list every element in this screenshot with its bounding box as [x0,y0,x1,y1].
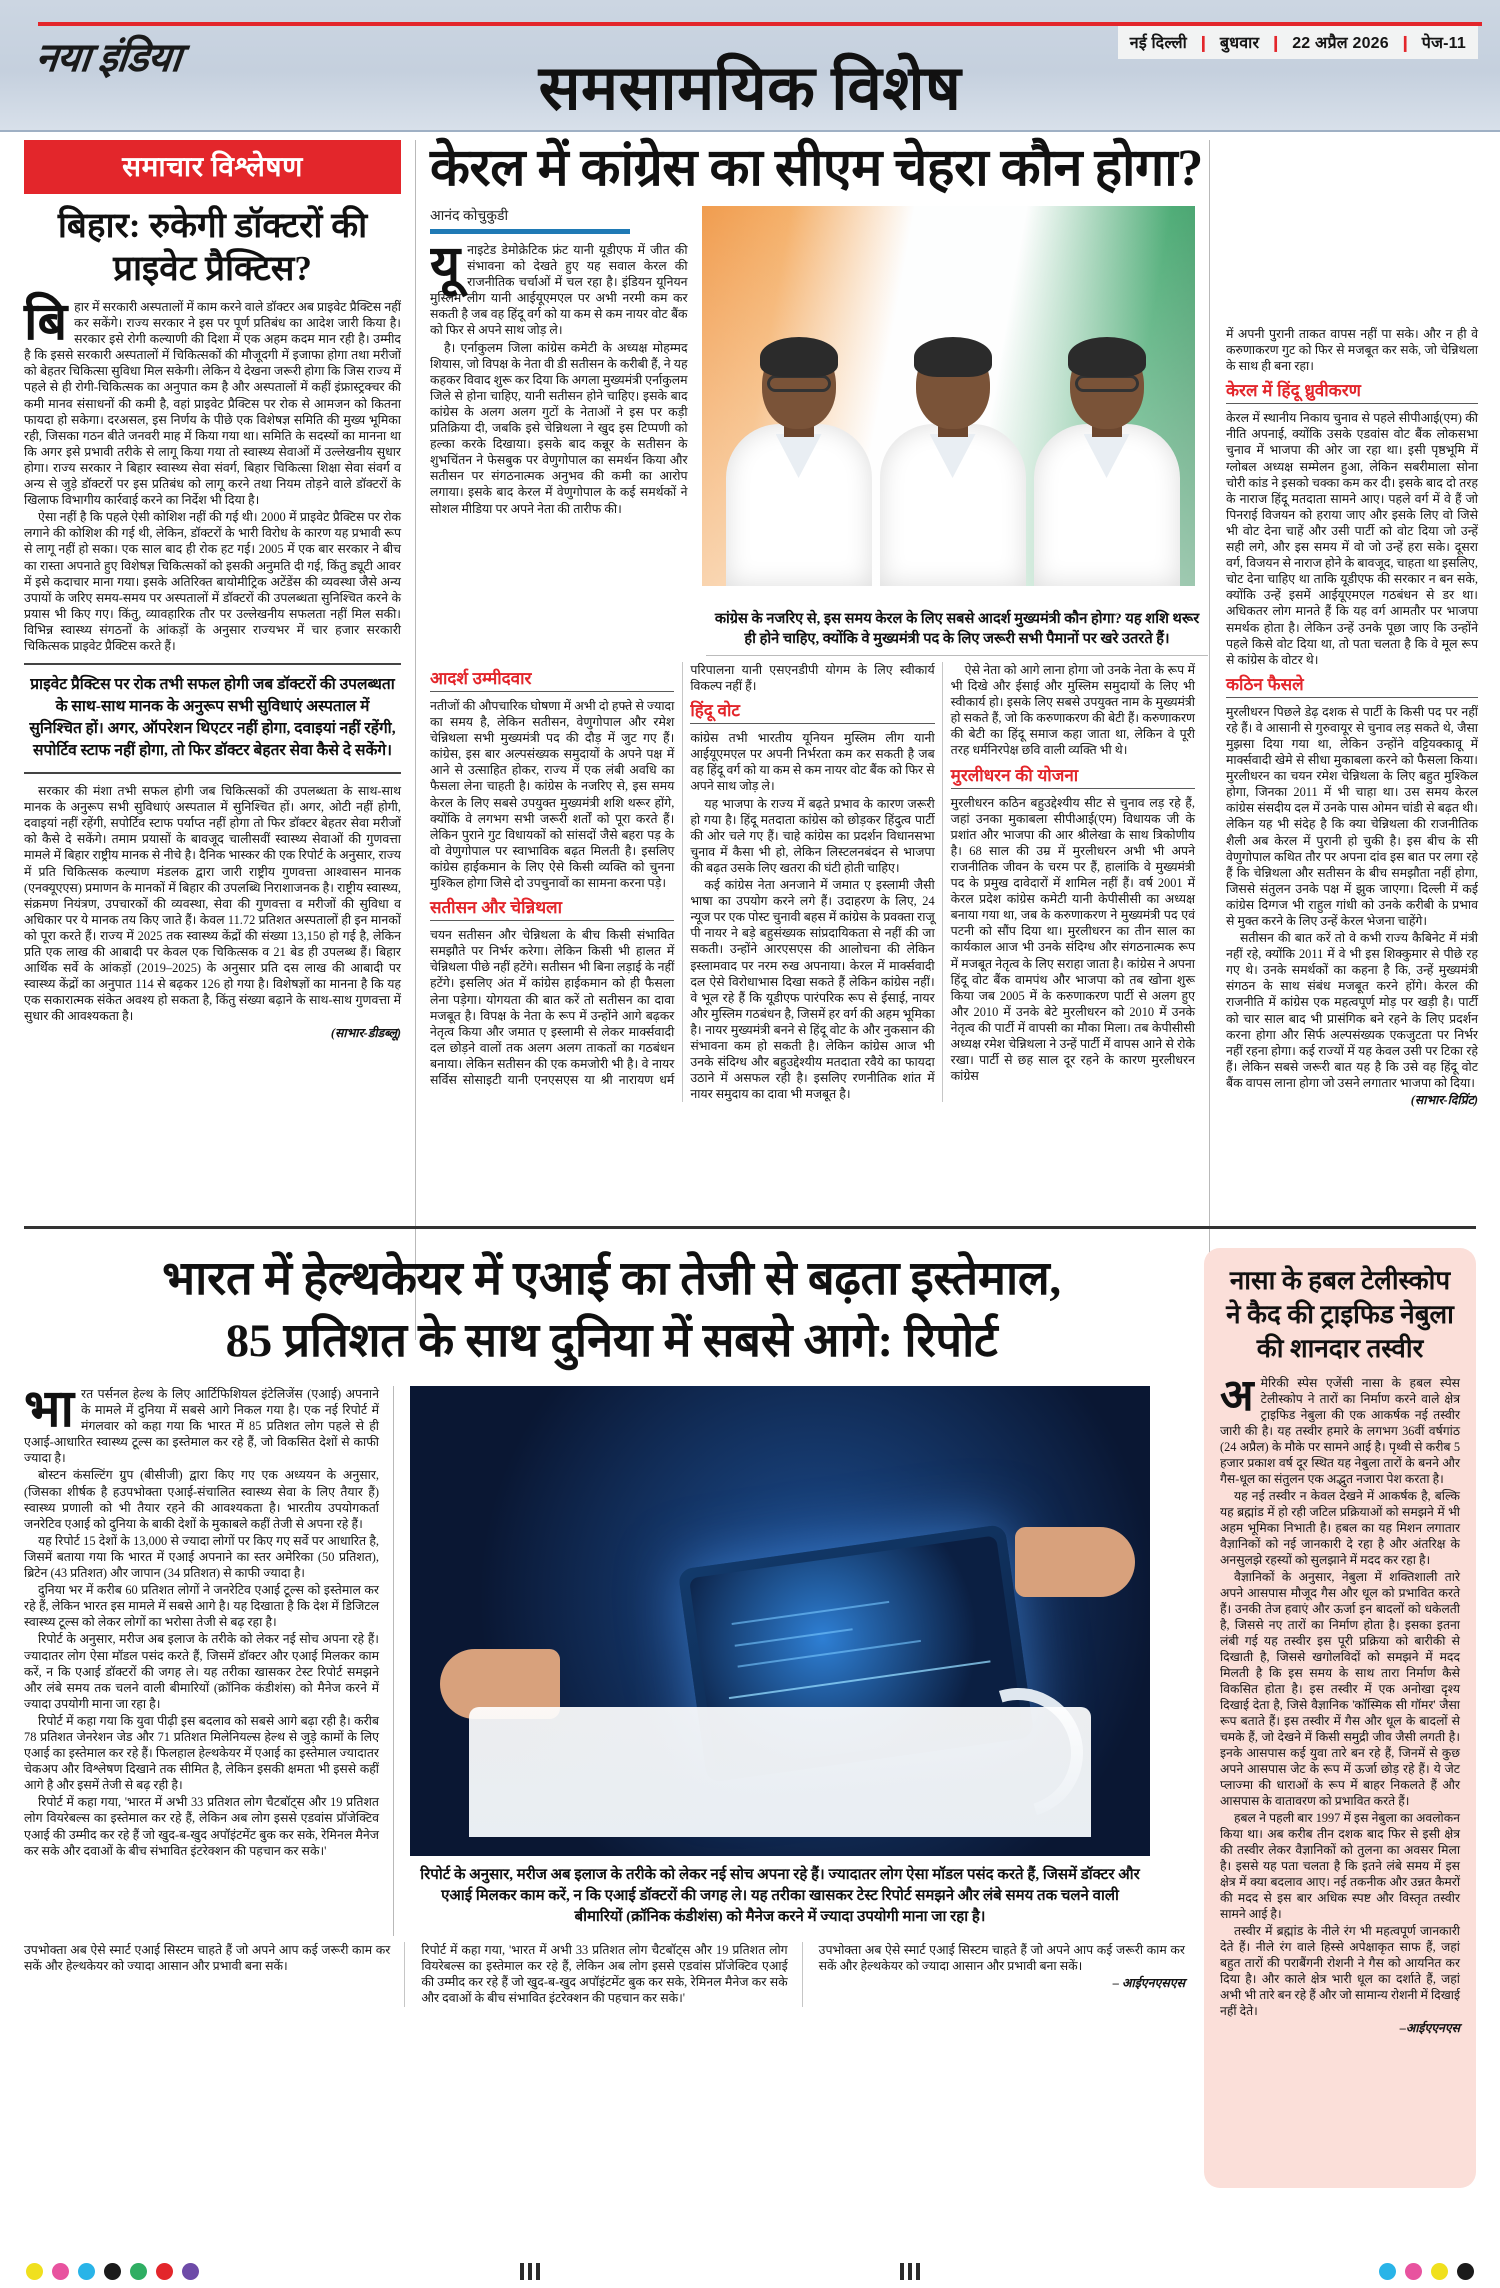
bar [900,2263,904,2280]
right-body [1226,704,1478,1108]
paragraph: मुरलीधरन कठिन बहुउद्देश्यीय सीट से चुनाव लड़ रहे हैं, जहां उनका मुकाबला सीपीआई(एम) विधायक जी के प्रशांत और भाजपा की आर श्रीलेखा के साथ त्रिकोणीय है। 68 साल की उम्र में मुरलीधरन अभी भी अपने राजनीतिक जीवन के चरम पर हैं, हालांकि वे मुख्यमंत्री पद के प्रमुख दावेदारों में शामिल नहीं हैं। वर्ष 2001 में केरल प्रदेश कांग्रेस कमेटी यानी केपीसीसी का अध्यक्ष बनाया गया था, जब के करुणाकरण ने मुख्यमंत्री पद एवं पटनी को सौंप दिया था। मुरलीधरन का तीन साल का कार्यकाल आज भी उनके संदिग्ध और संगठनात्मक रूप में मजबूत नेतृत्व के लिए सराहा जाता है। कांग्रेस ने अपना हिंदू वोट बैंक वामपंथ और भाजपा को तब खोना शुरू किया जब 2005 में के करुणाकरण पार्टी से अलग हुए और 2010 में उनके बेटे मुरलीधरन को 2010 में उनके नेतृत्व की पार्टी में वापसी का मौका मिला। तब केपीसीसी अध्यक्ष रमेश चेन्निथला ने उन्हें पार्टी में वापस आने से रोके रखा। पार्टी से छह साल दूर रहने के कारण मुरलीधरन कांग्रेस [950,795,1195,1084]
color-dots-left [26,2263,199,2280]
ai-body-wrapper [24,1381,1199,1936]
subheading-ideal-candidate: आदर्श उम्मीदवार [430,669,674,692]
nasa-credit: –आईएएनएस [1399,2021,1460,2035]
paragraph: कई कांग्रेस नेता अनजाने में जमात ए इस्लामी जैसी भाषा का उपयोग करने लगे हैं। उदाहरण के लिए, 24 न्यूज पर एक पोस्ट चुनावी बहस में कांग्रेस के प्रवक्ता राजू पी नायर ने बड़े बहुसंख्यक सांप्रदायिकता से नहीं की जा सकती। उन्होंने आरएसएस की आलोचना की लेकिन इस्लामवाद पर नरम रुख अपनाया। केरल में मार्क्सवादी दल ऐसे विरोधाभास दिखा सकते हैं लेकिन कांग्रेस नहीं। वे भूल रहे हैं कि यूडीएफ पारंपरिक रूप से ईसाई, नायर और मुस्लिम गठबंधन है, जिसमें हर वर्ग की अहम भूमिका है। नायर मुख्यमंत्री बनने से हिंदू वोट के और नुकसान की संभावना कम हो सकती है। लेकिन कांग्रेस आज भी उनके संदिग्ध और बहुउद्देश्यीय मतदाता रवैये का फायदा उठाने में असफल रही है। इसलिए रणनीतिक शांत में नायर समुदाय का दावा भी मजबूत है। [690,878,935,1102]
paragraph: कांग्रेस तभी भारतीय यूनियन मुस्लिम लीग यानी आईयूएमएल पर अपनी निर्भरता कम कर सकती है जब वह हिंदू वर्ग को या कम से कम नायर वोट बैंक को फिर से अपने साथ जोड़ ले। [690,731,935,794]
right-body [1226,410,1478,668]
paragraph-text: हार में सरकारी अस्पतालों में काम करने वाले डॉक्टर अब प्राइवेट प्रैक्टिस नहीं कर सकेंगे। राज्य सरकार ने इस पर पूर्ण प्रतिबंध का आदेश जारी किया है। सरकार इसे रोगी कल्याणी की दिशा में एक अहम कदम मान रही है। उम्मीद है कि इससे सरकारी अस्पतालों में चिकित्सकों की मौजूदगी में इजाफा होगा तथा मरीजों को बेहतर चिकित्सा सुविधा मिल सकेगी। लेकिन ये देखना जरूरी होगा कि जिस राज्य में पहले से ही रोगी-चिकित्सक का अनुपात कम है और अस्पतालों में कहीं इंफ्रास्ट्रक्चर की कमी मानव संसाधनों की कमी है, वहां प्राइवेट प्रैक्टिस पर रोक से आमजन को कितना फायदा हो सकेगा। दरअसल, इस निर्णय के पीछे एक विशेषज्ञ समिति की मुख्य भूमिका रही, जिसका गठन बीते जनवरी माह में किया गया था। समिति के सदस्यों का मानना था कि अगर इसे प्रभावी तरीके से लागू किया गया तो स्वास्थ्य सेवाओं में उल्लेखनीय सुधार होगा। राज्य सरकार ने बिहार स्वास्थ्य सेवा संवर्ग, बिहार चिकित्सा शिक्षा सेवा संवर्ग व अन्य से जुड़े डॉक्टरों पर इस प्रतिबंध को लागू करने तथा नियम तोड़ने वाले डॉक्टरों के खिलाफ विभागीय कार्रवाई करने का निर्देश भी दिया है। [24,300,401,508]
byline: आनंद कोचुकुडी [430,209,509,224]
paragraph: बोस्टन कंसल्टिंग ग्रुप (बीसीजी) द्वारा किए गए एक अध्ययन के अनुसार, (जिसका शीर्षक है हउपभोक्ता एआई-संचालित स्वास्थ्य सेवा के लिए तैयार हैं) स्वास्थ्य प्रणाली को भी तैयार रहने की आवश्यकता है। भारतीय उपयोगकर्ता जनरेटिव एआई को दुनिया के बाकी देशों के मुकाबले कहीं तेजी से अपना रहे हैं। [24,1468,379,1531]
center-body [430,698,674,891]
bar [528,2263,532,2280]
left-article-credit: (साभार-डीडब्लू) [330,1026,401,1041]
ai-photo-block [410,1386,1150,1936]
paragraph: रिपोर्ट के अनुसार, मरीज अब इलाज के तरीके को लेकर नई सोच अपना रहे हैं। ज्यादातर लोग ऐसा मॉडल पसंद करते हैं, जिसमें डॉक्टर और एआई मिलकर काम करें, न कि एआई डॉक्टरों की जगह ले। यह तरीका खासकर टेस्ट रिपोर्ट समझने और लंबे समय तक चलने वाली बीमारियों (क्रॉनिक कंडीशंस) को मैनेज करने में ज्यादा उपयोगी माना जा रहा है। [24,1632,379,1711]
bar [520,2263,524,2280]
dropcap: भा [24,1381,75,1438]
left-article-body-bottom [24,783,401,1042]
figure-collar [776,434,822,478]
footer-registration-strip [0,2254,1500,2288]
right-article-credit: (साभार-दिप्रिंट) [1410,1093,1478,1108]
color-dot [1431,2263,1448,2280]
ai-photo-caption: रिपोर्ट के अनुसार, मरीज अब इलाज के तरीके को लेकर नई सोच अपना रहे हैं। ज्यादातर लोग ऐसा मॉडल पसंद करते हैं, जिसमें डॉक्टर और एआई मिलकर काम करें, न कि एआई डॉक्टरों की जगह ले। यह तरीका खासकर टेस्ट रिपोर्ट समझने और लंबे समय तक चलने वाली बीमारियों (क्रॉनिक कंडीशंस) को मैनेज करने में ज्यादा उपयोगी माना जा रहा है। [420,1867,1140,1925]
paragraph: वैज्ञानिकों के अनुसार, नेबुला में शक्तिशाली तारे अपने आसपास मौजूद गैस और धूल को प्रभावित करते हैं। उनकी तेज हवाएं और ऊर्जा इन बादलों को धकेलती है, जिससे नए तारों का निर्माण होता है। इसका इतना लंबी गई यह तस्वीर इस पूरी प्रक्रिया को बारीकी से दिखाती है, जिससे खगोलविदों को समझने में मदद मिलती है कि इस समय के साथ तारा निर्माण कैसे विकसित होता है। इस तस्वीर में एक अनोखा दृश्य दिखाई देता है, जिसे वैज्ञानिक 'कॉस्मिक सी गॉमर' जैसा रूप बताते हैं। इस तस्वीर में गैस और धूल के बादलों से चमके हैं, जो देखने में किसी समुद्री जीव जैसी लगती है। इनके आसपास कई युवा तारे बन रहे हैं, जिनमें से कुछ अपने आसपास जेट के रूप में ऊर्जा छोड़ रहे हैं। ये जेट प्लाज्मा की धाराओं के रूप में बाहर निकलते हैं और आसपास के वातावरण को प्रभावित करते हैं। [1220,1570,1460,1808]
dateline-separator-1: ❙ [1196,35,1211,52]
paragraph: यह भाजपा के राज्य में बढ़ते प्रभाव के कारण जरूरी हो गया है। हिंदू मतदाता कांग्रेस को छोड़कर हिंदुत्व पार्टी की ओर चले गए हैं। चाहे कांग्रेस का प्रदर्शन विधानसभा चुनाव में कैसा भी हो, लेकिन लिस्टलनबंदन से भाजपा की बढ़त उसके लिए खतरा की घंटी होती चाहिए। [690,796,935,875]
figure-collar [1084,434,1130,478]
color-dot [1405,2263,1422,2280]
paragraph: चयन सतीसन और चेन्निथला के बीच किसी संभावित समझौते पर निर्भर करेगा। लेकिन किसी भी हालत में चेन्निथला पीछे नहीं हटेंगे। सतीसन भी बिना लड़ाई के नहीं हटेंगे। इसलिए अंत में कांग्रेस हाईकमान को ही फैसला लेना पड़ेगा। योगयता की बात करें तो सतीसन का दावा मजबूत है। विपक्ष के नेता के रूप में उन्होंने आगे बढ़कर नेतृत्व किया और जमात ए इस्लामी से लेकर मार्क्सवादी दल छोड़ने वालों तक अलग अलग ताकतों का गठबंधन बनाया। लेकिन सतीसन की एक कमजोरी भी है। वे नायर सर्विस सोसाइटी यानी एनएसएस या श्री नारायण धर्म परिपालना यानी एसएनडीपी योगम के लिए स्वीकार्य विकल्प नहीं हैं। [430,663,935,1087]
masthead [0,0,1500,132]
paragraph: ऐसे नेता को आगे लाना होगा जो उनके नेता के रूप में भी दिखे और ईसाई और मुस्लिम समुदायों के लिए भी स्वीकार्य हो। इसके लिए सबसे उपयुक्त नाम के मुख्यमंत्री हो सकते हैं, जो कि करुणाकरण की बेटी हैं। करुणाकरण की बेटी का हिंदू समाज कहा जाता था, लेकिन वे पूरी तरह धर्मनिरपेक्ष छवि वाली व्यक्ति भी थे। [950,663,1195,758]
paragraph: केरल में स्थानीय निकाय चुनाव से पहले सीपीआई(एम) की नीति अपनाई, क्योंकि उसके एडवांस वोट बैंक लोकसभा चुनाव में भाजपा की ओर जा रहा था। इसी पृष्ठभूमि में ग्लोबल अध्यक्ष सम्मेलन हुआ, लेकिन सबरीमाला सोना चोरी कांड ने इसको चक्का कम कर दी। इसके बाद दो तरह के नाराज हिंदू मतदाता सामने आए। पहले वर्ग में वे हैं जो पिनराई विजयन को हराया जाए और इसके लिए वो जिसे भी वोट देना चाहें और उसी पार्टी को वोट दिया जो उन्हें सही लगे, और इस समय में वो जो उन्हें हरा सके। दूसरा वर्ग, विजयन से नाराज होने के बावजूद, चाहता था इसलिए, चोट देना चाहिए था ताकि यूडीएफ की सरकार न बन सके, क्योंकि उन्हें इसमें आईयूएमएल गठबंधन से डर था। अधिकतर लोग मानते हैं कि यह वर्ग आमतौर पर भाजपा समर्थक होता है। लेकिन उन्हें उनके पूछा जाए कि उन्होंने पहले किसे वोट दिया था, तो पता चलता है कि वे मूल रूप से कांग्रेस के वोटर थे। [1226,411,1478,667]
leader-figure-1 [724,341,874,586]
ai-body [24,1942,390,1974]
paragraph [24,294,401,508]
subheading-muraleedharan-plan: मुरलीधरन की योजना [951,766,1195,789]
leader-figure-2 [878,341,1028,586]
paragraph [1220,1371,1460,1487]
left-article-body-top [24,294,401,654]
paragraph: यह रिपोर्ट 15 देशों के 13,000 से ज्यादा लोगों पर किए गए सर्वे पर आधारित है, जिसमें बताया गया कि भारत में एआई अपनाने का स्तर अमेरिका (50 प्रतिशत), ब्रिटेन (43 प्रतिशत) और जापान (34 प्रतिशत) से काफी ज्यादा है। [24,1533,379,1581]
dropcap: अ [1220,1371,1254,1420]
paragraph-text: मेरिकी स्पेस एजेंसी नासा के हबल स्पेस टेलीस्कोप ने तारों का निर्माण करने वाले क्षेत्र ट्राइफिड नेबुला की एक आकर्षक नई तस्वीर जारी की है। यह तस्वीर हमारे के लगभग 36वीं वर्षगांठ (24 अप्रैल) के मौके पर सामने आई है। पृथ्वी से करीब 5 हजार प्रकाश वर्ष दूर स्थित यह नेबुला तारों के बनने और गैस-धूल का संतुलन एक अद्भुत नजारा पेश करता है। [1220,1376,1460,1486]
paragraph: नतीजों की औपचारिक घोषणा में अभी दो हफ्ते से ज्यादा का समय है, लेकिन सतीसन, वेणुगोपाल और रमेश चेन्निथला सभी मुख्यमंत्री पद की दौड़ में जुट गए हैं। कांग्रेस, इस बार अल्पसंख्यक समुदायों के अपने पक्ष में आने से उत्साहित होकर, राज्य में एक लंबी अवधि का फैसला लेना चाहती है। कांग्रेस के नजरिए से, इस समय केरल के लिए सबसे उपयुक्त मुख्यमंत्री शशि थरूर होंगे, क्योंकि वे लगभग सभी जरूरी शर्तों को पूरा करते हैं। लेकिन पुराने गुट विधायकों को सांसदों जैसे बहरा पड़ के वो वेणुगोपाल पर स्वाभाविक बढ़त मिलती है। इसलिए कांग्रेस हाईकमान के लिए ऐसे किसी व्यक्ति को चुनना मुश्किल होगा जिसे दो उपचुनावों का सामना करना पड़े। [430,699,675,891]
center-body [951,795,1195,1085]
top-section [0,132,1500,1346]
ai-lower-col-2 [421,1942,802,2007]
ai-lower-col-1 [24,1942,405,2007]
ai-headline-line-1: भारत में हेल्थकेयर में एआई का तेजी से बढ़ता इस्तेमाल, [162,1253,1061,1305]
bar [916,2263,920,2280]
brand-logo[interactable]: नया इंडिया [33,35,183,80]
color-dot [52,2263,69,2280]
color-dot [104,2263,121,2280]
paragraph: रिपोर्ट में कहा गया, 'भारत में अभी 33 प्रतिशत लोग चैटबॉट्स और 19 प्रतिशत लोग वियरेबल्स का इस्तेमाल कर रहे हैं, लेकिन अब लोग इससे एडवांस प्रॉजेक्टिव एआई की उम्मीद कर रहे हैं जो खुद-ब-खुद अपॉइंटमेंट बुक कर सके, रेमिनल मैनेज कर सके और दवाओं के बीच संभावित इंटरेक्शन की पहचान कर सके।' [24,1795,379,1858]
paragraph [430,242,688,339]
ai-body [819,1942,1185,1991]
color-dot [26,2263,43,2280]
bar [908,2263,912,2280]
dateline-city: नई दिल्ली [1129,35,1187,52]
figure-hair [1068,337,1146,377]
dateline-separator-2: ❙ [1268,35,1283,52]
color-dot [1457,2263,1474,2280]
color-dot [78,2263,95,2280]
color-dot [156,2263,173,2280]
paragraph: तस्वीर में ब्रह्मांड के नीले रंग भी महत्वपूर्ण जानकारी देते हैं। नीले रंग वाले हिस्से अपेक्षाकृत साफ हैं, जहां बहुत तारों की पराबैंगनी रोशनी ने गैस को आयनित कर दिया है। और काले क्षेत्र भारी धूल का दर्शाते हैं, जहां अभी भी तारे बन रहे हैं और जो सामान्य रोशनी में दिखाई नहीं देते। [1220,1924,1460,2018]
paragraph: ऐसा नहीं है कि पहले ऐसी कोशिश नहीं की गई थी। 2000 में प्राइवेट प्रैक्टिस पर रोक लगाने की कोशिश की गई थी, लेकिन, डॉक्टरों के भारी विरोध के कारण यह प्रभावी रूप से लागू नहीं हो सका। एक साल बाद ही रोक हट गई। 2005 में एक बार सरकार ने बीच का रास्ता अपनाते हुए विशेषज्ञ चिकित्सकों को इसकी अनुमति दी गई, किंतु ड्यूटी आवर में इसे कदाचार माना गया। इसके अतिरिक्त बायोमीट्रिक अटेंडेंस की व्यवस्था जैसे अन्य उपायों के जरिए समय-समय पर अस्पतालों में डॉक्टरों की उपलब्धता सुनिश्चित करने के प्रयास भी किए गए। किंतु, व्यावहारिक तौर पर उल्लेखनीय सफलता नहीं मिल सकी। विभिन्न स्वास्थ्य संगठनों के आंकड़ों के अनुसार राज्यभर में चार हजार सरकारी चिकित्सक प्राइवेट प्रैक्टिस करते हैं। [24,510,401,653]
photo-lab-coat [469,1707,1091,1837]
figure-glasses [767,375,831,392]
ai-headline-line-2: 85 प्रतिशत के साथ दुनिया में सबसे आगे: रिपोर्ट [225,1315,998,1367]
photo-caption: कांग्रेस के नजरिए से, इस समय केरल के लिए सबसे आदर्श मुख्यमंत्री कौन होगा? यह शशि थरूर ही होने चाहिए, क्योंकि वे मुख्यमंत्री पद के लिए जरूरी सभी पैमानों पर खरे उतरते हैं। [706,602,1208,656]
bottom-section [0,1226,1500,2256]
paragraph: रिपोर्ट में कहा गया कि युवा पीढ़ी इस बदलाव को सबसे आगे बढ़ा रही है। करीब 78 प्रतिशत जेनरेशन जेड और 71 प्रतिशत मिलेनियल्स हेल्थ से जुड़े कामों के लिए एआई का इस्तेमाल कर रहे हैं। फिलहाल हेल्थकेयर में एआई का इस्तेमाल ज्यादातर चेकअप और विश्लेषण दिखाने तक सीमित है, लेकिन इसकी क्षमता भी इससे कहीं आगे है और इसमें तेजी से बढ़ रही है। [24,1713,379,1793]
paragraph: दुनिया भर में करीब 60 प्रतिशत लोगों ने जनरेटिव एआई टूल्स को इस्तेमाल कर रहे हैं, लेकिन भारत इस मामले में सबसे आगे है। यह दिखाता है कि देश में डिजिटल स्वास्थ्य टूल्स को लेकर लोगों का भरोसा तेजी से बढ़ रहा है। [24,1583,379,1630]
dateline-page: पेज-11 [1421,35,1466,52]
paragraph: सतीसन की बात करें तो वे कभी राज्य कैबिनेट में मंत्री नहीं रहे, क्योंकि 2011 में वे भी इस शिक्कुमार से पीछे रह गए थे। उनके समर्थकों का कहना है कि, उन्हें मुख्यमंत्री संगठन के साथ संबंध मजबूत करने होंगे। केरल की राजनीति में कांग्रेस एक महत्वपूर्ण मोड़ पर खड़ी है। पार्टी को चार साल बाद भी प्रासंगिक बने रहने के लिए प्रदर्शन करना होगा और सिर्फ अल्पसंख्यक एकजुटता पर निर्भर नहीं रहना होगा। कई राज्यों में यह केवल उसी पर टिका रहे हैं। लेकिन सबसे जरूरी बात यह है कि उसे वह हिंदू वोट बैंक वापस लाना होगा जो उसने लगातार भाजपा को दिया। [1226,931,1478,1090]
ai-left-text-column [24,1381,394,1936]
paragraph: हबल ने पहली बार 1997 में इस नेबुला का अवलोकन किया था। अब करीब तीन दशक बाद फिर से इसी क्षेत्र की तस्वीर लेकर वैज्ञानिकों को तुलना का अवसर मिला है। इससे यह पता चलता है कि इतने लंबे समय में इस क्षेत्र में क्या बदलाव आए। नई तकनीक और उन्नत कैमरों की मदद से इस बार अधिक स्पष्ट और विस्तृत तस्वीर सामने आई है। [1220,1811,1460,1921]
byline-rule [430,229,630,234]
registration-bars-left [520,2263,540,2280]
nasa-hubble-box [1204,1248,1476,2188]
ai-lower-col-3 [819,1942,1199,2007]
ai-healthcare-photo [410,1386,1150,1856]
nasa-body [1220,1371,1460,2036]
paragraph: उपभोक्ता अब ऐसे स्मार्ट एआई सिस्टम चाहते हैं जो अपने आप कई जरूरी काम कर सकें और हेल्थकेयर को ज्यादा आसान और प्रभावी बना सकें। [24,1943,391,1974]
ai-healthcare-article [24,1248,1199,2007]
figure-body [726,424,872,586]
leaders-photo [702,206,1195,586]
nasa-headline: नासा के हबल टेलीस्कोप ने कैद की ट्राइफिड नेबुला की शानदार तस्वीर [1226,1266,1454,1363]
paragraph-text: रत पर्सनल हेल्थ के लिए आर्टिफिशियल इंटेलिजेंस (एआई) अपनाने के मामले में दुनिया में सबसे आगे निकल गया है। एक नई रिपोर्ट में मंगलवार को कहा गया कि भारत में 85 प्रतिशत लोग पहले से ही एआई-आधारित स्वास्थ्य टूल्स का इस्तेमाल कर रहे हैं, जो विकसित देशों से काफी ज्यादा है। [24,1387,379,1466]
figure-glasses [1075,375,1139,392]
left-article [24,140,416,1340]
section-divider [24,1226,1476,1229]
color-dots-right [1379,2263,1474,2280]
paragraph: यह नई तस्वीर न केवल देखने में आकर्षक है, बल्कि यह ब्रह्मांड में हो रही जटिल प्रक्रियाओं को समझने में भी अहम भूमिका निभाती है। हबल का यह मिशन लगातार वैज्ञानिकों को नई जानकारी दे रहा है और अंतरिक्ष के अनसुलझे रहस्यों को सुलझाने में मदद कर रहा है। [1220,1489,1460,1567]
paragraph: मुरलीधरन पिछले डेढ़ दशक से पार्टी के किसी पद पर नहीं रहे हैं। वे आसानी से गुरुवायूर से चुनाव लड़ सकते थे, जैसा मुझसा दिया गया था, लेकिन उन्होंने वट्टियक्कावू में मार्क्सवादी खेमे से सीधा मुकाबला करने को फैसला किया। मुरलीधरन का चयन रमेश चेन्निथला के लिए बहुत मुश्किल होगा, जिनका 2011 में भी चाहा था। उस समय केरल कांग्रेस संसदीय दल में उनके पास ओमन चांडी से बढ़त थी। लेकिन यह भी संदेह है कि क्या चेन्निथला की राजनीतिक शैली अब केरल में पुरानी हो चुकी है। इस बीच के सी वेणुगोपाल कथित तौर पर अपना दांव इस बात पर लगा रहे हैं कि चेन्निथला और सतीसन के बीच समझौता नहीं होगा, जिससे संतुलन उनके पक्ष में झुक जाएगा। दिल्ली में कई कांग्रेस दिग्गज भी राहुल गांधी को उनके करीबी के प्रभाव से मुक्त करने के लिए उन्हें केरल भेजना चाहेंगे। [1226,704,1478,928]
news-analysis-badge: समाचार विश्लेषण [24,140,401,194]
main-headline: केरल में कांग्रेस का सीएम चेहरा कौन होगा? [430,140,1203,197]
ai-body [421,1942,787,2006]
ai-article-credit: – आईएनएसएस [1112,1976,1185,1991]
photo-hand-right [1015,1527,1135,1597]
dateline-date: 22 अप्रैल 2026 [1292,35,1389,52]
subheading-satheesan-chennithala: सतीसन और चेन्निथला [430,898,674,921]
ai-lower-columns [24,1942,1199,2007]
left-article-pullquote: प्राइवेट प्रैक्टिस पर रोक तभी सफल होगी जब डॉक्टरों की उपलब्धता के साथ-साथ मानक के अनुरूप सभी सुविधाएं अस्पताल में सुनिश्चित हों। अगर, ऑपरेशन थिएटर नहीं होगा, दवाइयां नहीं रहेंगी, सपोर्टिव स्टाफ नहीं होगा, तो फिर डॉक्टर बेहतर सेवा कैसे दे सकेंगे। [24,663,401,774]
figure-body [880,424,1026,586]
center-article [430,140,1210,1340]
dropcap: बि [24,294,68,351]
page-title: समसामयिक विशेष [538,55,962,123]
ai-body [24,1381,379,1859]
paragraph: उपभोक्ता अब ऐसे स्मार्ट एआई सिस्टम चाहते हैं जो अपने आप कई जरूरी काम कर सकें और हेल्थकेयर को ज्यादा आसान और प्रभावी बना सकें। [818,1943,1185,1974]
paragraph: रिपोर्ट में कहा गया, 'भारत में अभी 33 प्रतिशत लोग चैटबॉट्स और 19 प्रतिशत लोग वियरेबल्स का इस्तेमाल कर रहे हैं, लेकिन अब लोग इससे एडवांस प्रॉजेक्टिव एआई की उम्मीद कर रहे हैं जो खुद-ब-खुद अपॉइंटमेंट बुक कर सके, रेमिनल मैनेज कर सके और दवाओं के बीच संभावित इंटरेक्शन की पहचान कर सके।' [421,1943,788,2006]
right-article [1226,140,1478,1340]
dropcap: यू [430,242,461,294]
paragraph: सरकार की मंशा तभी सफल होगी जब चिकित्सकों की उपलब्धता के साथ-साथ मानक के अनुरूप सभी सुविधाएं अस्पताल में सुनिश्चित हों। अगर, ओटी नहीं होगी, दवाइयां नहीं रहेंगी, सपोर्टिव स्टाफ पर्याप्त नहीं होगा तो फिर डॉक्टर बेहतर सेवा मरीजों को कैसे दे सकेंगे। तमाम प्रयासों के बावजूद चालीसवीं स्वास्थ्य सेवाओं की गुणवत्ता मामले में बिहार राष्ट्रीय मानक से नीचे है। दैनिक भास्कर की एक रिपोर्ट के अनुसार, राज्य में प्रति चिकित्सक कल्याण मंडलक द्वारा जारी राष्ट्रीय गुणवत्ता आश्वासन मानक (एनक्यूएएस) प्रमाणन के मानकों में बिहार की उपलब्धि निराशाजनक है। राष्ट्रीय स्वास्थ्य, संक्रमण नियंत्रण, उपचारकों की व्यवस्था, सेवा की गुणवत्ता व मरीजों की सुविधा व अधिकार पर ये मानक तय किए जाते हैं। केवल 11.72 प्रतिशत अस्पतालों ही इन मानकों को पूरा करते हैं। राज्य में 2025 तक स्वास्थ्य केंद्रों की संख्या 13,150 हो गई है, लेकिन प्रति एक लाख की आबादी पर केवल एक चिकित्सक व 21 बेड ही उपलब्ध हैं। बिहार आर्थिक सर्वे के आंकड़ों (2019–2025) के अनुसार प्रति दस लाख की आबादी पर स्वास्थ्य केंद्रों का अनुपात 114 से बढ़कर 126 हो गया है। विशेषज्ञों का मानना है कि यह एक सकारात्मक संकेत अवश्य हो सकता है, किंतु संख्या बढ़ाने के साथ-साथ गुणवत्ता में सुधार की आवश्यकता है। [24,784,401,1024]
figure-hair [914,337,992,377]
subheading-hindu-polarization: केरल में हिंदू ध्रुवीकरण [1226,381,1478,404]
figure-hair [760,337,838,377]
center-intro-column [430,242,688,602]
color-dot [182,2263,199,2280]
figure-collar [930,434,976,478]
subheading-hindu-vote: हिंदू वोट [690,701,934,724]
figure-body [1034,424,1180,586]
bar [536,2263,540,2280]
paragraph [24,1381,379,1466]
center-article-columns [430,662,1195,1102]
paragraph: में अपनी पुरानी ताकत वापस नहीं पा सके। और न ही वे करुणाकरण गुट को फिर से मजबूत कर सके, जो चेन्निथला के साथ ही बना रहा। [1226,327,1478,374]
subheading-tough-decisions: कठिन फैसले [1226,675,1478,698]
leader-figure-3 [1032,341,1182,586]
right-body [1226,326,1478,374]
registration-bars-right [900,2263,920,2280]
dateline-separator-3: ❙ [1398,35,1413,52]
paragraph-text: नाइटेड डेमोक्रेटिक फ्रंट यानी यूडीएफ में जीत की संभावना को देखते हुए यह सवाल केरल की राजनीतिक चर्चाओं में चल रहा है। इंडियन यूनियन मुस्लिम लीग यानी आईयूएमएल पर अभी नरमी कम कर सकती है जब वह हिंदू वर्ग को या कम से कम नायर वोट बैंक को फिर से अपने साथ जोड़ ले। [430,243,688,338]
color-dot [130,2263,147,2280]
dateline-day: बुधवार [1219,35,1260,52]
paragraph: है। एर्नाकुलम जिला कांग्रेस कमेटी के अध्यक्ष मोहम्मद शियास, जो विपक्ष के नेता वी डी सतीसन के करीबी हैं, ने यह कहकर विवाद शुरू कर दिया कि अगला मुख्यमंत्री एर्नाकुलम जिले से होना चाहिए, यानी सतीसन होने चाहिए। इसके बाद कांग्रेस के अलग अलग गुटों के नेताओं ने इस पर कड़ी प्रतिक्रिया दी, जबकि इसे चेन्निथला ने खुद इस टिप्पणी को हल्का करके दिखाया। इसके बाद कन्नूर के सतीसन के शुभचिंतन ने फेसबुक पर वेणुगोपाल का समर्थन किया और सतीसन पर संगठनात्मक अनुभव की कमी का आरोप लगाया। इसके बाद केरल में वेणुगोपाल के कई समर्थकों ने सोशल मीडिया पर अपने नेता की तारीफ की। [430,340,688,516]
color-dot [1379,2263,1396,2280]
left-article-headline: बिहार: रुकेगी डॉक्टरों की प्राइवेट प्रैक्टिस? [57,206,368,288]
